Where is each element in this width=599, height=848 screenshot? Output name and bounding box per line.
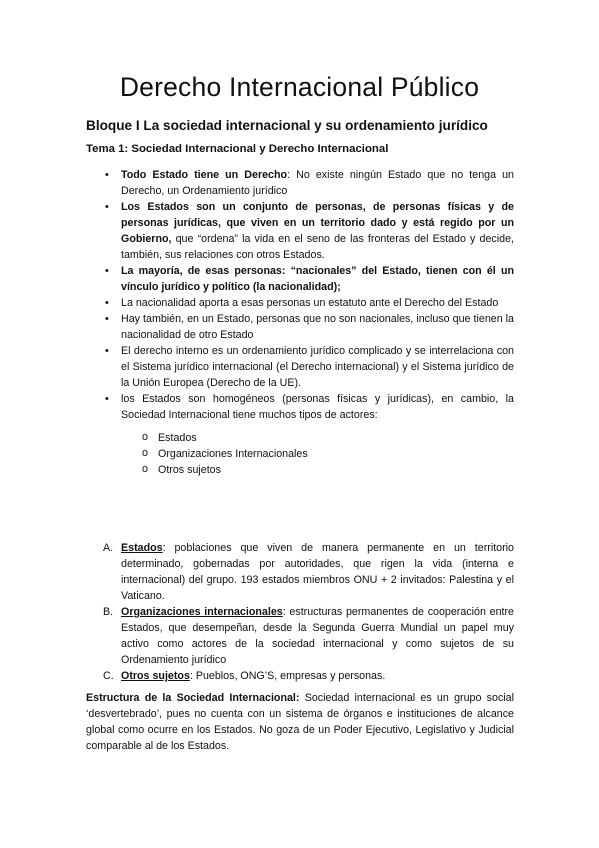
sub-list-item: o Otros sujetos <box>142 463 221 476</box>
bullet-list <box>103 167 514 423</box>
page-title: Derecho Internacional Público <box>119 72 480 102</box>
lettered-item: A. Estados: poblaciones que viven de manera permanente en un territorio determinado, gobernadas por autoridades, que rigen la vida (interna e internacional) del grupo. 193 estados miembros ONU + 2 invitados: Palestina y el Vaticano. <box>103 542 514 602</box>
lettered-list <box>103 540 514 684</box>
bullet-item: • La mayoría, de esas personas: “nacionales” del Estado, tienen con él un vínculo jurídico y político (la nacionalidad); <box>105 265 514 293</box>
section-heading: Bloque I La sociedad internacional y su ordenamiento jurídico <box>86 118 488 133</box>
list-marker: B. <box>103 606 114 618</box>
list-marker: A. <box>103 542 114 554</box>
circle-bullet-icon: o <box>142 447 148 459</box>
sub-list-item: o Estados <box>142 431 197 444</box>
estructura-label: Estructura de la Sociedad Internacional: <box>86 692 300 704</box>
bullet-icon: • <box>105 265 109 277</box>
lettered-item: B. Organizaciones internacionales: estructuras permanentes de cooperación entre Estados, que desempeñan, desde la Segunda Guerra Mundial un papel muy activo como actores de la sociedad internacional y como sujetos de su Ordenamiento jurídico <box>103 606 514 666</box>
estructura-paragraph <box>86 690 514 754</box>
circle-bullet-icon: o <box>142 463 148 475</box>
subsection-heading: Tema 1: Sociedad Internacional y Derecho Internacional <box>86 143 389 155</box>
bullet-item: • Todo Estado tiene un Derecho: No existe ningún Estado que no tenga un Derecho, un Ordenamiento jurídico <box>105 169 514 197</box>
bullet-icon: • <box>105 201 109 213</box>
sub-list <box>142 430 308 478</box>
lettered-item: C. Otros sujetos: Pueblos, ONG’S, empresas y personas. <box>103 670 386 682</box>
sub-list-item: o Organizaciones Internacionales <box>142 447 308 460</box>
bullet-icon: • <box>105 169 109 181</box>
bullet-item: • La nacionalidad aporta a esas personas un estatuto ante el Derecho del Estado <box>105 297 499 309</box>
bullet-icon: • <box>105 345 109 357</box>
bullet-item: • los Estados son homogéneos (personas físicas y jurídicas), en cambio, la Sociedad Internacional tiene muchos tipos de actores: <box>105 393 514 421</box>
bullet-icon: • <box>105 393 109 405</box>
bullet-icon: • <box>105 313 109 325</box>
circle-bullet-icon: o <box>142 431 148 443</box>
bullet-item: • Los Estados son un conjunto de personas, de personas físicas y de personas jurídicas, que viven en un territorio dado y está regido por un Gobierno, que “ordena” la vida en el seno de las fronteras del Estado y decide, también, sus relaciones con otros Estados. <box>105 201 514 261</box>
list-marker: C. <box>103 670 114 682</box>
bullet-icon: • <box>105 297 109 309</box>
estructura-text: Sociedad internacional es un grupo social ‘desvertebrado’, pues no cuenta con un sistema de órganos e instituciones de alcance global como ocurre en los Estados. No goza de un Poder Ejecutivo, Legislativo y Judicial comparable al de los Estados. <box>86 692 514 752</box>
bullet-item: • El derecho interno es un ordenamiento jurídico complicado y se interrelaciona con el Sistema jurídico internacional (el Derecho internacional) y el Sistema jurídico de la Unión Europea (Derecho de la UE). <box>105 345 514 389</box>
bullet-item: • Hay también, en un Estado, personas que no son nacionales, incluso que tienen la nacionalidad de otro Estado <box>105 313 514 341</box>
